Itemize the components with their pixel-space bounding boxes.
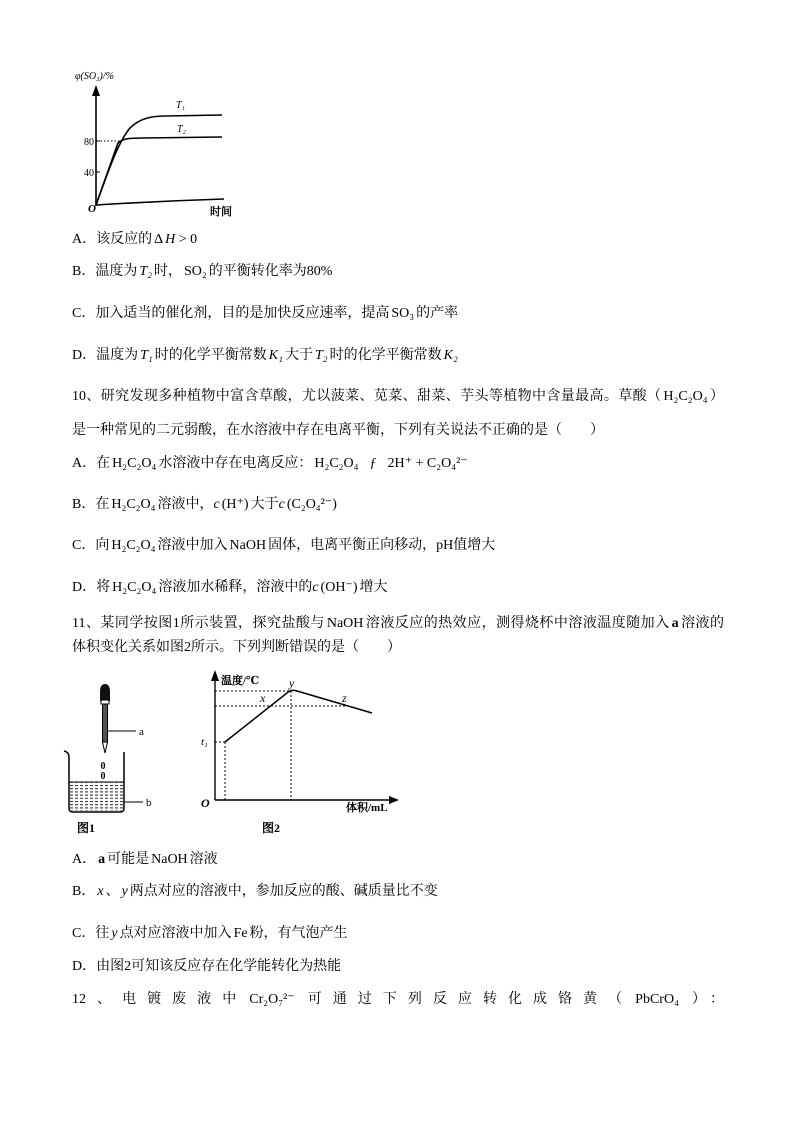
formula-oxalic-acid: H₂C₂O₄ <box>111 497 156 512</box>
formula-fe: Fe <box>233 926 248 941</box>
formula-k2: K₂ <box>443 348 458 363</box>
q11-stem-line1 <box>72 614 724 634</box>
point-y-symbol: y <box>121 884 128 899</box>
q10-option-a <box>72 454 470 474</box>
option-text: 将 <box>96 580 111 595</box>
equilibrium-symbol: ƒ <box>369 456 377 471</box>
option-label: B． <box>72 884 96 899</box>
option-text: 的平衡转化率为80% <box>208 264 333 279</box>
q10-stem-line2 <box>72 421 604 441</box>
curve-t1 <box>96 115 222 205</box>
stem-text: 是一种常见的二元弱酸，在水溶液中存在电离平衡，下列有关说法不正确的是（ ） <box>72 423 604 438</box>
formula-oxalate-ion: (C₂O₄²⁻) <box>286 497 337 512</box>
option-text: 水溶液中存在电离反应： <box>158 456 313 471</box>
q9-option-c <box>72 304 458 324</box>
option-text: 值增大 <box>453 538 496 553</box>
option-text: 由图2可知该反应存在化学能转化为热能 <box>96 959 342 974</box>
label-b: b <box>146 797 152 809</box>
formula-naoh: NaOH <box>326 616 364 631</box>
formula-t2: T₂ <box>139 264 152 279</box>
formula-t2: T₂ <box>315 348 328 363</box>
option-text: 在 <box>96 456 111 471</box>
formula-oxalic-acid: H₂C₂O₄ <box>314 456 359 471</box>
option-text: 该反应的 <box>96 232 153 247</box>
stem-text: 11、某同学按图1所示装置，探究盐酸与 <box>72 616 325 631</box>
q9-option-b <box>72 262 332 282</box>
q9-option-d <box>72 346 460 366</box>
formula-oxalic-acid: H₂C₂O₄ <box>112 456 157 471</box>
stem-text: 体积变化关系如图2所示。下列判断错误的是（ ） <box>72 640 401 655</box>
formula-comparison: > 0 <box>175 232 198 247</box>
curve-t1-label: T₁ <box>176 100 186 111</box>
option-text: 点对应溶液中加入 <box>119 926 232 941</box>
origin-label: O <box>88 203 96 215</box>
option-text: 的产率 <box>416 306 459 321</box>
y-axis-arrow <box>92 85 100 96</box>
q10-option-c <box>72 536 495 556</box>
formula-oxalic-acid: H₂C₂O₄ <box>112 580 157 595</box>
formula-oh-ion: (OH⁻) <box>320 580 358 595</box>
formula-lead-chromate: PbCrO₄ <box>635 992 679 1007</box>
option-text: 在 <box>95 497 110 512</box>
point-x-label: x <box>260 691 266 705</box>
figure2-caption: 图2 <box>262 821 281 835</box>
option-label: C． <box>72 538 96 553</box>
formula-dichromate: Cr₂O₇²⁻ <box>249 992 295 1007</box>
formula-ionization-products: 2H⁺ + C₂O₄²⁻ <box>387 456 468 471</box>
option-label: B． <box>72 497 96 512</box>
option-text: 时的化学平衡常数 <box>154 348 267 363</box>
option-label: A． <box>72 232 97 247</box>
formula-naoh: NaOH <box>229 538 267 553</box>
q10-option-d <box>72 578 387 598</box>
stem-text: ） <box>709 389 725 404</box>
q11-option-a <box>72 850 218 870</box>
point-x-symbol: x <box>97 884 104 899</box>
formula-oxalic-acid: H₂C₂O₄ <box>663 389 708 404</box>
formula-ph: pH <box>436 538 454 553</box>
option-text: 两点对应的溶液中，参加反应的酸、碱质量比不变 <box>129 884 438 899</box>
solution <box>70 782 123 811</box>
x-axis-label: 体积/mL <box>346 802 388 814</box>
option-text: 时， <box>154 264 182 279</box>
formula-so3: SO₃ <box>391 306 415 321</box>
q11-stem-line2 <box>72 638 401 658</box>
dropper-collar <box>101 700 109 704</box>
option-text: 溶液加水稀释，溶液中的 <box>158 580 313 595</box>
option-label: A． <box>72 852 97 867</box>
option-label: D． <box>72 580 97 595</box>
formula-concentration-symbol: c <box>312 580 319 595</box>
option-text: 往 <box>95 926 110 941</box>
q12-stem-line1 <box>72 990 724 1010</box>
option-text: 大于 <box>285 348 313 363</box>
point-y-label: y <box>289 676 295 690</box>
option-text: 温度为 <box>96 348 139 363</box>
stem-text: 溶液的 <box>680 616 725 631</box>
option-label: A． <box>72 456 97 471</box>
q10-option-b <box>72 495 339 515</box>
figure-apparatus <box>55 680 165 840</box>
option-text: 可能是 <box>107 852 150 867</box>
x-axis <box>96 199 224 205</box>
option-text: 固体，电离平衡正向移动， <box>268 538 437 553</box>
curve-t2 <box>96 137 222 205</box>
q11-option-b <box>72 882 438 902</box>
dropper-tube <box>103 704 108 742</box>
formula-k1: K₁ <box>268 348 283 363</box>
tick-label-40: 40 <box>84 168 94 179</box>
solution-a-symbol: a <box>671 616 679 631</box>
stem-text: 10、研究发现多种植物中富含草酸，尤以菠菜、苋菜、甜菜、芋头等植物中含量最高。草酸（ <box>72 389 662 404</box>
formula-naoh: NaOH <box>151 852 188 867</box>
dropper-tip <box>103 742 108 753</box>
y-axis-label: 温度/℃ <box>221 675 260 687</box>
q10-stem-line1 <box>72 387 724 407</box>
t1-label: t₁ <box>201 736 208 748</box>
option-text: 温度为 <box>95 264 138 279</box>
option-label: B． <box>72 264 96 279</box>
stem-text: 12、电镀废液中 <box>72 992 248 1007</box>
formula-so2: SO₂ <box>184 264 207 279</box>
option-text: 溶液中， <box>157 497 214 512</box>
option-text: 溶液 <box>189 852 218 867</box>
formula-concentration-symbol: c <box>278 497 285 512</box>
option-text: 向 <box>95 538 110 553</box>
figure-temperature-volume-graph <box>195 665 400 840</box>
y-axis-arrow <box>211 670 219 681</box>
option-label: C． <box>72 306 96 321</box>
option-text: 大于 <box>250 497 279 512</box>
formula-delta: Δ <box>154 232 164 247</box>
q11-option-d <box>72 957 341 977</box>
option-text: 、 <box>105 884 120 899</box>
point-y-symbol: y <box>111 926 118 941</box>
temperature-curve <box>225 690 372 742</box>
x-axis-label: 时间 <box>210 206 232 218</box>
y-axis-label: φ(SO₃)/% <box>75 71 114 82</box>
point-z-label: z <box>342 691 347 705</box>
q11-option-c <box>72 924 348 944</box>
q9-option-a <box>72 230 197 250</box>
bubble: 0 <box>100 771 106 782</box>
label-a: a <box>139 726 144 738</box>
stem-text: 溶液反应的热效应，测得烧杯中溶液温度随加入 <box>365 616 670 631</box>
bubble: 0 <box>100 761 106 772</box>
formula-enthalpy: H <box>165 232 176 247</box>
origin-label: O <box>201 796 210 810</box>
curve-t2-label: T₂ <box>177 124 187 135</box>
figure-so3-time-graph <box>65 65 245 220</box>
figure1-caption: 图1 <box>77 821 96 835</box>
stem-text: 可通过下列反应转化成铬黄（ <box>296 992 634 1007</box>
formula-t1: T₁ <box>140 348 153 363</box>
tick-label-80: 80 <box>84 137 94 148</box>
option-text: 时的化学平衡常数 <box>329 348 442 363</box>
option-text: 粉，有气泡产生 <box>249 926 348 941</box>
dropper-bulb <box>100 684 110 701</box>
formula-h-ion: (H⁺) <box>221 497 249 512</box>
option-label: D． <box>72 959 97 974</box>
option-text: 溶液中加入 <box>157 538 228 553</box>
option-label: C． <box>72 926 96 941</box>
x-axis-arrow <box>389 796 399 804</box>
stem-text: ）： <box>680 992 725 1007</box>
solution-a-symbol: a <box>98 852 106 867</box>
option-label: D． <box>72 348 97 363</box>
option-text: 增大 <box>359 580 388 595</box>
option-text: 加入适当的催化剂，目的是加快反应速率，提高 <box>95 306 390 321</box>
formula-concentration-symbol: c <box>213 497 220 512</box>
formula-oxalic-acid: H₂C₂O₄ <box>111 538 156 553</box>
